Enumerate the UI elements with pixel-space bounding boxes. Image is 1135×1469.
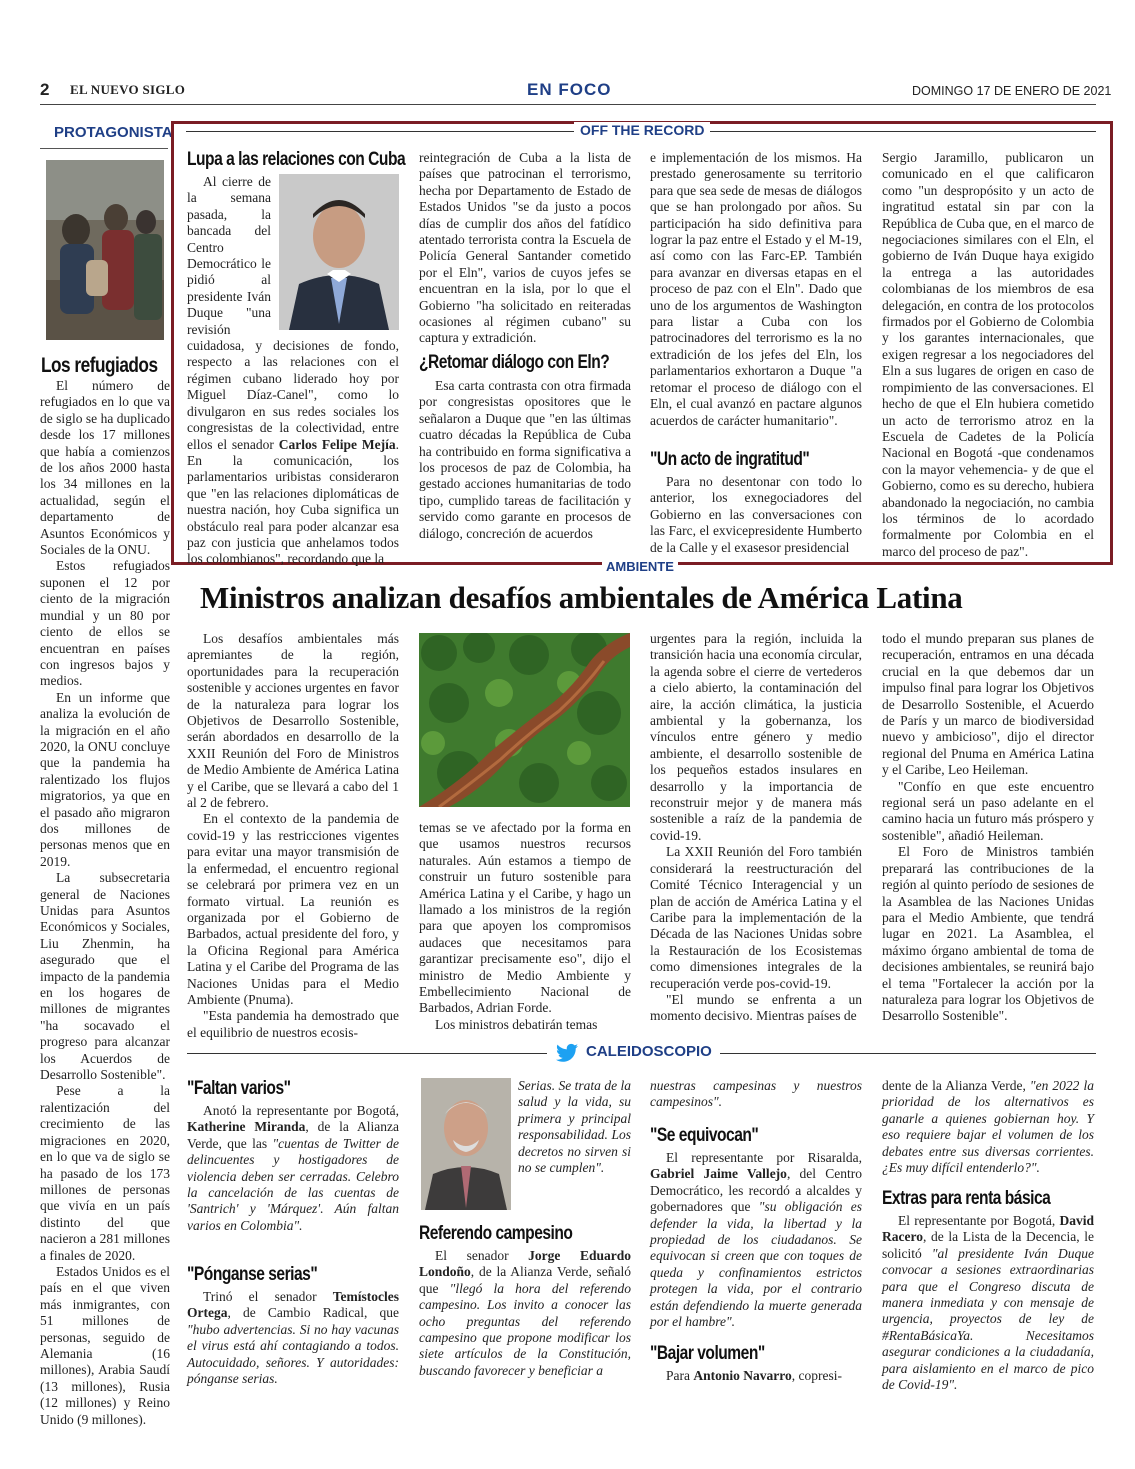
ambiente-col4 (882, 631, 1094, 1025)
ambiente-paragraph: La XXII Reunión del Foro también considerará la reestructuración del Comité Técnico Interagencial y un plan de acción de América Latina y el Caribe para la implementación de la Década de las Naciones Unidas sobre la Restauración de los Ecosistemas como dimensiones integrales de la recuperación verde pos-covid-19. (650, 844, 862, 991)
caleido-name: Katherine Miranda (187, 1119, 306, 1135)
caleido-text: , de Cambio Radical, que (227, 1305, 399, 1321)
caleido-heading-extras: Extras para renta básica (882, 1188, 1051, 1209)
refugees-photo (46, 160, 164, 340)
caleido-text: , copresi- (791, 1368, 842, 1383)
ambiente-headline: Ministros analizan desafíos ambientales de América Latina (200, 580, 963, 615)
ambiente-paragraph: urgentes para la región, incluida la transición hacia una economía circular, la agenda sobre el cierre de vertederos a cielo abierto, la contaminación del aire, la acción climática, la justicia ambiental y la gobernanza, los vínculos entre género y medio ambiente, el desarrollo sostenible de los pequeños estados insulares en desarrollo y la importancia de reconstruir mejor y de manera más sostenible a raíz de la pandemia de covid-19. (650, 631, 862, 843)
caleido-col3b (650, 1150, 862, 1330)
paper-name: EL NUEVO SIGLO (70, 82, 186, 97)
caleido-quote: "hubo advertencias. Si no hay vacunas el virus está ahí contagiando a todos. Autocuidado, señores. Y autoridades: pónganse serias. (187, 1321, 399, 1387)
caleido-text: , del Centro Democrático, les recordó a alcaldes y gobernadores que (650, 1166, 862, 1215)
off-record-col4-text: Sergio Jaramillo, publicaron un comunicado en el que calificaron como "un despropósito y un acto de ingratitud estatal sin par con la República de Cuba que, en el marco de negociaciones similares con el Eln, el gobierno de Iván Duque haya exigido la entrega a las autoridades colombianas de los miembros de esa delegación, en contra de los protocolos firmados por el Gobierno de Colombia y los garantes internacionales, que exigen regresar a los negociadores del Eln a sus lugares de origen en caso de rompimiento de las conversaciones. El hecho de que el Eln hubiera cometido un acto de terrorismo atroz en la Escuela de Cadetes de la Policía Nacional en Bogotá -que condenamos con la mayor vehemencia- y de que el Gobierno, como es su derecho, hubiera abandonado la negociación, no cambia los términos de lo acordado formalmente por Colombia en el marco del proceso de paz". (882, 150, 1094, 559)
caleido-text: El representante por Risaralda, (666, 1150, 862, 1165)
sidebar-label: PROTAGONISTA (54, 124, 173, 141)
ambiente-label: AMBIENTE (602, 559, 678, 574)
off-record-col2 (419, 150, 631, 347)
off-record-col2b-text: Esa carta contrasta con otra firmada por congresistas opositores que le señalaron a Duque que "en las últimas cuatro décadas la República de Cuba ha contribuido en forma significativa a los procesos de paz de Colombia, ha gestado acciones humanitarias de todo tipo, cumplido tareas de facilitación y servido como garante en procesos de diálogo, concreción de acuerdos (419, 378, 631, 541)
off-record-col3b-text: Para no desentonar con todo lo anterior, los exnegociadores del Gobierno en las conversaciones con las Farc, el exvicepresidente Humberto de la Calle y el exasesor presidencial (650, 474, 862, 555)
header-rule (40, 104, 1096, 105)
caleido-rule-right (720, 1053, 1096, 1054)
caleido-text: Para (666, 1368, 694, 1383)
off-record-col3 (650, 150, 862, 429)
caleido-text: El representante por Bogotá, (898, 1213, 1060, 1228)
ambiente-paragraph: "El mundo se enfrenta a un momento decisivo. Mientras países de (650, 991, 862, 1024)
ambiente-paragraph: Los ministros debatirán temas (435, 1016, 598, 1032)
caleido-name: David Racero (882, 1213, 1094, 1245)
ambiente-paragraph: El Foro de Ministros también preparará las contribuciones de la región al quinto período de sesiones de la Asamblea de las Naciones Unidas para el Medio Ambiente, que tendrá lugar en 2021. La Asamblea, el máximo órgano ambiental de toma de decisiones ambientales, se reunirá bajo el tema "Fortalecer la acción por la naturaleza para lograr los Objetivos de Desarrollo Sostenible". (882, 844, 1094, 1024)
sidebar-paragraph: Pese a la ralentización del crecimiento de las migraciones en 2020, en lo que va de siglo se ha pasado de los 173 millones de personas que vivía en un país distinto del que nacieron a 281 millones a finales de 2020. (40, 1083, 170, 1263)
off-record-col1 (187, 174, 399, 568)
ambiente-paragraph: En el contexto de la pandemia de covid-19 y las restricciones vigentes para evitar una mayor transmisión de la enfermedad, el encuentro regional se celebrará por primera vez en un formato virtual. La reunión es organizada por el Gobierno de Barbados, actual presidente del foro, y la Oficina Regional para América Latina y el Caribe del Programa de las Naciones Unidas para el Medio Ambiente (Pnuma). (187, 811, 399, 1007)
caleido-text: , de la Alianza Verde, señaló que (419, 1264, 631, 1296)
caleido-col1b (187, 1289, 399, 1387)
off-record-col2-text: reintegración de Cuba a la lista de países que patrocinan el terrorismo, hecha por Departamento de Estado de Estados Unidos "se da justo a pocos días de cumplir dos años del fatídico atentado terrorista contra la Escuela de Policía General Santander cometido por el Eln", varios de cuyos jefes se encuentran en la isla, por lo que el Gobierno "ha solicitado en reiteradas ocasiones al régimen cubano" su captura y extradición. (419, 150, 631, 346)
off-record-col4 (882, 150, 1094, 560)
page-date: DOMINGO 17 DE ENERO DE 2021 (912, 84, 1112, 98)
caleido-text: Trinó el senador (203, 1289, 333, 1304)
sidebar-paragraph: En un informe que analiza la evolución de la migración en el año 2020, la ONU concluye que la pandemia ha ralentizado los flujos migratorios, ya que en el pasado año migraron dos millones de personas menos que en 2019. (40, 689, 170, 869)
mejia-portrait (279, 174, 399, 330)
sidebar-rule (40, 148, 168, 149)
caleido-quote: "cuentas de Twitter de delincuentes y hostigadores de violencia deben ser cerradas. Celebro la cancelación de las cuentas de 'Santrich' y 'Márquez'. Aún faltan varios en Colombia". (187, 1135, 399, 1233)
sidebar-body (40, 378, 170, 1428)
off-record-col3-text: e implementación de los mismos. Ha prestado generosamente su territorio para que sea sede de mesas de diálogos que se han prolongado por años. Su participación ha sido definitiva para lograr la paz entre el Estado y el M-19, así como con las Farc-EP. También para avanzar en diversas etapas en el proceso de paz con el Eln". Dado que uno de los argumentos de Washington para listar a Cuba con los patrocinadores del terrorismo es la no extradición de los jefes del Eln, los parlamentarios exhortaron a Duque "a retomar el proceso de diálogo con el Eln, el cual avanzó en pactare algunos acuerdos de carácter humanitario". (650, 150, 862, 428)
off-record-col1-text: . En la comunicación, los parlamentarios uribistas consideraron que "en las relaciones diplomáticas de nuestra nación, hoy Cuba significa un obstáculo real para poder alcanzar esa paz con justicia que anhelamos todos los colombianos", recordando que la (187, 436, 399, 567)
caleido-name: Antonio Navarro (693, 1368, 792, 1383)
caleido-quote: "en 2022 la prioridad de los alternativos es ganarle a quienes gobiernan hoy. Y eso requiere bajar el volumen de los debates entre sus diversas corrientes. ¿Es muy difícil entenderlo?". (882, 1078, 1094, 1176)
ambiente-col1 (187, 631, 399, 1041)
caleido-label: CALEIDOSCOPIO (586, 1043, 712, 1060)
caleido-quote: nuestras campesinas y nuestros campesinos". (650, 1078, 862, 1110)
caleido-heading-equivocan: "Se equivocan" (650, 1125, 759, 1146)
forest-river-photo (419, 633, 630, 807)
caleido-quote: Serias. Se trata de la salud y la vida, su primera y principal responsabilidad. Los decretos no sirven si no se cumplen". (518, 1078, 631, 1176)
caleido-name: Gabriel Jaime Vallejo (650, 1166, 787, 1182)
twitter-bird-icon (556, 1043, 578, 1063)
off-record-heading-eln: ¿Retomar diálogo con Eln? (419, 352, 610, 373)
ambiente-paragraph: todo el mundo preparan sus planes de recuperación, entramos en una década crucial en la que debemos dar un impulso final para lograr los Objetivos de Desarrollo Sostenible, el Acuerdo de París y un marco de biodiversidad nuevo y ambicioso", dijo el director regional del Pnuma en América Latina y el Caribe, Leo Heileman. (882, 631, 1094, 778)
page-number: 2 (40, 80, 50, 99)
ambiente-paragraph: "Confío en que este encuentro regional será un paso adelante en el camino hacia un futuro más próspero y sostenible", añadió Heileman. (882, 778, 1094, 843)
caleido-name: Temístocles Ortega (187, 1289, 399, 1321)
ambiente-paragraph: Los desafíos ambientales más apremiantes de la región, oportunidades para la recuperación sostenible y acciones urgentes en favor de la naturaleza para lograr los Objetivos de Desarrollo Sostenible, serán abordados en desarrollo de la XXII Reunión del Foro de Ministros de Medio Ambiente de América Latina y el Caribe, que se llevará a cabo del 1 al 2 de febrero. (187, 631, 399, 811)
off-record-label: OFF THE RECORD (574, 122, 710, 138)
sidebar-title: Los refugiados (41, 354, 158, 377)
ambiente-col2 (419, 820, 631, 1033)
caleido-heading-referendo: Referendo campesino (419, 1223, 573, 1244)
caleido-quote: "llegó la hora del referendo campesino. Los invito a conocer las ocho preguntas del referendo campesino que propone modificar los siete artículos de la Constitución, buscando favorecer y beneficiar a (419, 1280, 631, 1378)
caleido-col2-top (518, 1078, 631, 1176)
off-record-col1-name: Carlos Felipe Mejía (278, 436, 396, 452)
caleido-rule-left (187, 1053, 547, 1054)
sidebar-paragraph: Estos refugiados suponen el 12 por ciento de la migración mundial y un 80 por ciento de ellos se encuentran en países con ingresos bajos y medios. (40, 558, 170, 689)
off-record-col2b (419, 378, 631, 542)
caleido-col4b (882, 1213, 1094, 1393)
ambiente-paragraph: "Esta pandemia ha demostrado que el equilibrio de nuestros ecosis- (187, 1008, 399, 1040)
sidebar-paragraph: El número de refugiados en lo que va de siglo se ha duplicado desde los 17 millones que había a comienzos de los años 2000 hasta los 34 millones en la actualidad, según el departamento de Asuntos Económicos y Sociales de la ONU. (40, 378, 170, 558)
ambiente-paragraph: temas se ve afectado por la forma en que usamos nuestros recursos naturales. Aún estamos a tiempo de construir un futuro sostenible para América Latina y el Caribe, y hago un llamado a los ministros de la región para que apoyen los compromisos audaces que necesitamos para garantizar precisamente eso", dijo el ministro de Medio Ambiente y Embellecimiento Nacional de Barbados, Adrian Forde. (419, 820, 631, 1016)
caleido-heading-faltan: "Faltan varios" (187, 1078, 291, 1099)
caleido-text: dente de la Alianza Verde, (882, 1078, 1030, 1093)
off-record-heading-cuba: Lupa a las relaciones con Cuba (187, 149, 406, 170)
caleido-text: , de la Lista de la Decencia, le solicitó (882, 1229, 1094, 1261)
ambiente-col3 (650, 631, 862, 1025)
caleido-text: , de la Alianza Verde, que las (187, 1119, 399, 1151)
caleido-text: El senador (435, 1248, 529, 1263)
caleido-col3c (650, 1368, 862, 1384)
caleido-heading-bajar: "Bajar volumen" (650, 1343, 765, 1364)
londono-portrait (421, 1078, 511, 1210)
caleido-col1a (187, 1103, 399, 1234)
section-title: EN FOCO (527, 80, 612, 99)
caleido-quote: "al presidente Iván Duque convocar a sesiones extraordinarias para que el Congreso discuta de manera inmediata y con mensaje de urgencia, proyectos de ley de #RentaBásicaYa. Necesitamos asegurar condiciones a la ciudadanía, para aislamiento en el marco de pico de Covid-19". (882, 1245, 1094, 1393)
off-record-col3b (650, 474, 862, 556)
caleido-quote: "su obligación es defender la vida, la libertad y la propiedad de los ciudadanos. Se equivocan si creen que con toques de queda y confinamientos estrictos protegen la vida, por el contrario están defendiendo la muerte generada por el hambre". (650, 1199, 862, 1330)
caleido-col3-top (650, 1078, 862, 1111)
off-record-col1-text: Al cierre de la semana pasada, la bancada del Centro Democrático le pidió al presidente Iván Duque "una revisión cuidadosa, y decisiones de fondo, respecto a las relaciones con el régimen cubano liderado hoy por Miguel Díaz-Canel", como lo divulgaron en sus redes sociales los congresistas de la colectividad, entre ellos el senador (187, 174, 399, 452)
caleido-col4-top (882, 1078, 1094, 1176)
off-record-heading-ingratitud: "Un acto de ingratitud" (650, 449, 810, 470)
sidebar-paragraph: La subsecretaria general de Naciones Unidas para Asuntos Económicos y Sociales, Liu Zhenmin, ha asegurado que el impacto de la pandemia en los hogares de millones de migrantes "ha socavado el progreso para alcanzar los Acuerdos de Desarrollo Sostenible". (40, 870, 170, 1083)
caleido-heading-pongan: "Pónganse serias" (187, 1264, 318, 1285)
caleido-name: Jorge Eduardo Londoño (419, 1248, 631, 1280)
sidebar-paragraph: Estados Unidos es el país en el que viven más inmigrantes, con 51 millones de personas, seguido de Alemania (16 millones), Arabia Saudí (13 millones), Rusia (12 millones) y Reino Unido (9 millones). (40, 1263, 170, 1427)
caleido-col2b (419, 1248, 631, 1379)
caleido-text: Anotó la representante por Bogotá, (203, 1103, 399, 1118)
